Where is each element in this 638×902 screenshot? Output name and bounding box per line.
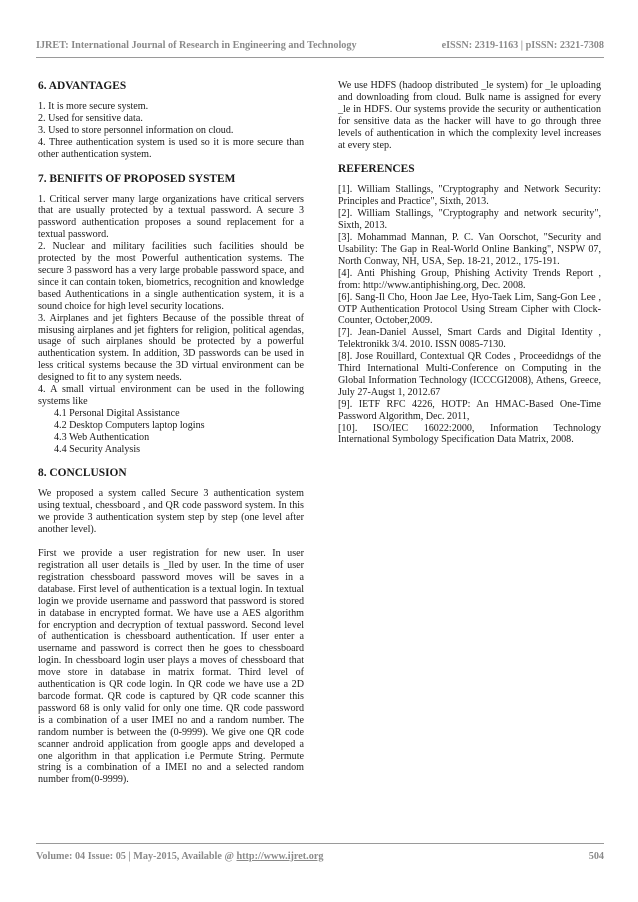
right-column <box>338 80 601 446</box>
journal-link[interactable]: http://www.ijret.org <box>236 851 324 862</box>
conclusion-paragraph: First we provide a user registration for new user. In user registration all user details is _lled by user. In the time of user registration chessboard password moves will be saves in a database. First level of authentication is a textual login. In textual login we provide username and password that password is stored in database in encrypted format. We have use a AES algorithm for encryption and decryption of textual password. Second level of authentication is chessboard authentication. If user enter a username and password is correct then he goes to chessboard login. In chessboard login user plays a moves of chessboard that move store in database in matrix format. Third level of authentication is QR code login. In QR code we have use a 2D barcode format. QR code is captured by QR code scanner this password 68 is only valid for only one time. QR code password is a combination of a user IMEI no and a random number. The random number is between the (0-9999). We give one QR code scanner android application from google apps and developed a one algorithm in that application i.e Permute String. Permute string is a combination of a IMEI no and a selected random number from(0-9999). <box>38 548 304 786</box>
reference-item: [7]. Jean-Daniel Aussel, Smart Cards and Digital Identity , Telektronikk 3/4. 2010. ISSN 0085-7130. <box>338 327 601 351</box>
benefit-subitem: 4.4 Security Analysis <box>54 443 141 455</box>
advantage-item: 1. It is more secure system. <box>38 101 149 112</box>
conclusion-heading: 8. CONCLUSION <box>38 467 127 480</box>
advantages-list <box>38 101 304 161</box>
reference-item: [9]. IETF RFC 4226, HOTP: An HMAC-Based One-Time Password Algorithm, Dec. 2011, <box>338 398 601 422</box>
benefit-subitem: 4.3 Web Authentication <box>54 431 150 443</box>
conclusion-paragraph: We proposed a system called Secure 3 authentication system using textual, chessboard , and QR code password system. In this we provide 3 authentication system step by step (one level after another level). <box>38 488 304 536</box>
reference-item: [1]. William Stallings, "Cryptography and Network Security: Principles and Practice", Sixth, 2013. <box>338 184 601 208</box>
page-footer <box>36 851 604 862</box>
footer-divider <box>36 843 604 844</box>
reference-item: [8]. Jose Rouillard, Contextual QR Codes , Proceedidngs of the Third International Multi-Conference on Computing in the Global Information Technology (ICCCGI2008), Athens, Greece, July 27-Augst 1, 2012.67 <box>338 351 601 398</box>
reference-item: [3]. Mohammad Mannan, P. C. Van Oorschot, "Security and Usability: The Gap in Real-World Online Banking", NSPW 07, North Conway, NH, USA, Sep. 18-21, 2012., 175-191. <box>338 232 601 267</box>
benefit-item: 4. A small virtual environment can be used in the following systems like <box>38 384 304 407</box>
reference-item: [4]. Anti Phishing Group, Phishing Activity Trends Report , from: http://www.antiphishing.org, Dec. 2008. <box>338 267 601 291</box>
page-header <box>36 40 604 51</box>
benefits-heading: 7. BENIFITS OF PROPOSED SYSTEM <box>38 172 236 185</box>
advantage-item: 4. Three authentication system is used so it is more secure than other authentication system. <box>38 136 304 160</box>
benefit-subitem: 4.1 Personal Digital Assistance <box>54 407 180 419</box>
page-number: 504 <box>588 851 604 862</box>
issue-info <box>36 851 323 862</box>
reference-item: [2]. William Stallings, "Cryptography and network security", Sixth, 2013. <box>338 208 601 232</box>
benefit-item: 2. Nuclear and military facilities such facilities should be protected by the most Powerful authentication systems. The secure 3 password has a very large probable password space, and since it can contain token, biometrics, recognition and knowledge based Authentications in a single authentication system, it is a sound choice for high level security locations. <box>38 241 304 312</box>
advantage-item: 2. Used for sensitive data. <box>38 112 143 124</box>
issn-info: eISSN: 2319-1163 | pISSN: 2321-7308 <box>441 40 604 51</box>
benefit-item: 1. Critical server many large organizations have critical servers that are usually protected by a textual password. A secure 3 password authentication proposes a sound replacement for a textual password. <box>38 193 304 241</box>
left-column <box>38 80 304 786</box>
benefit-subitem: 4.2 Desktop Computers laptop logins <box>54 419 205 431</box>
header-divider <box>36 57 604 58</box>
reference-item: [6]. Sang-Il Cho, Hoon Jae Lee, Hyo-Taek Lim, Sang-Gon Lee , OTP Authentication Protocol Using Stream Cipher with Clock-Counter, October,2009. <box>338 291 601 327</box>
references-heading: REFERENCES <box>338 163 415 176</box>
conclusion-paragraph: We use HDFS (hadoop distributed _le system) for _le uploading and downloading from cloud. Bulk name is assigned for every _le in HDFS. Our systems provide the security or authentication for sensitive data as the hacker will have to go through three levels of authentication in which the complexity level increases at every step. <box>338 80 601 151</box>
advantage-item: 3. Used to store personnel information on cloud. <box>38 124 234 136</box>
reference-item: [10]. ISO/IEC 16022:2000, Information Technology International Symbology Specification Data Matrix, 2008. <box>338 422 601 446</box>
references-list <box>338 184 601 446</box>
issue-text: Volume: 04 Issue: 05 | May-2015, Available @ <box>36 851 237 862</box>
advantages-heading: 6. ADVANTAGES <box>38 80 127 92</box>
benefit-item: 3. Airplanes and jet fighters Because of the possible threat of misusing airplanes and jet fighters for religion, political agendas, usage of such airplanes should be protected by a powerful authentication system. In addition, 3D passwords can be used in less critical systems because the 3D virtual environment can be designed to fit to any system needs. <box>38 312 304 384</box>
benefits-list <box>38 194 304 456</box>
journal-name: IJRET: International Journal of Research in Engineering and Technology <box>36 40 357 51</box>
